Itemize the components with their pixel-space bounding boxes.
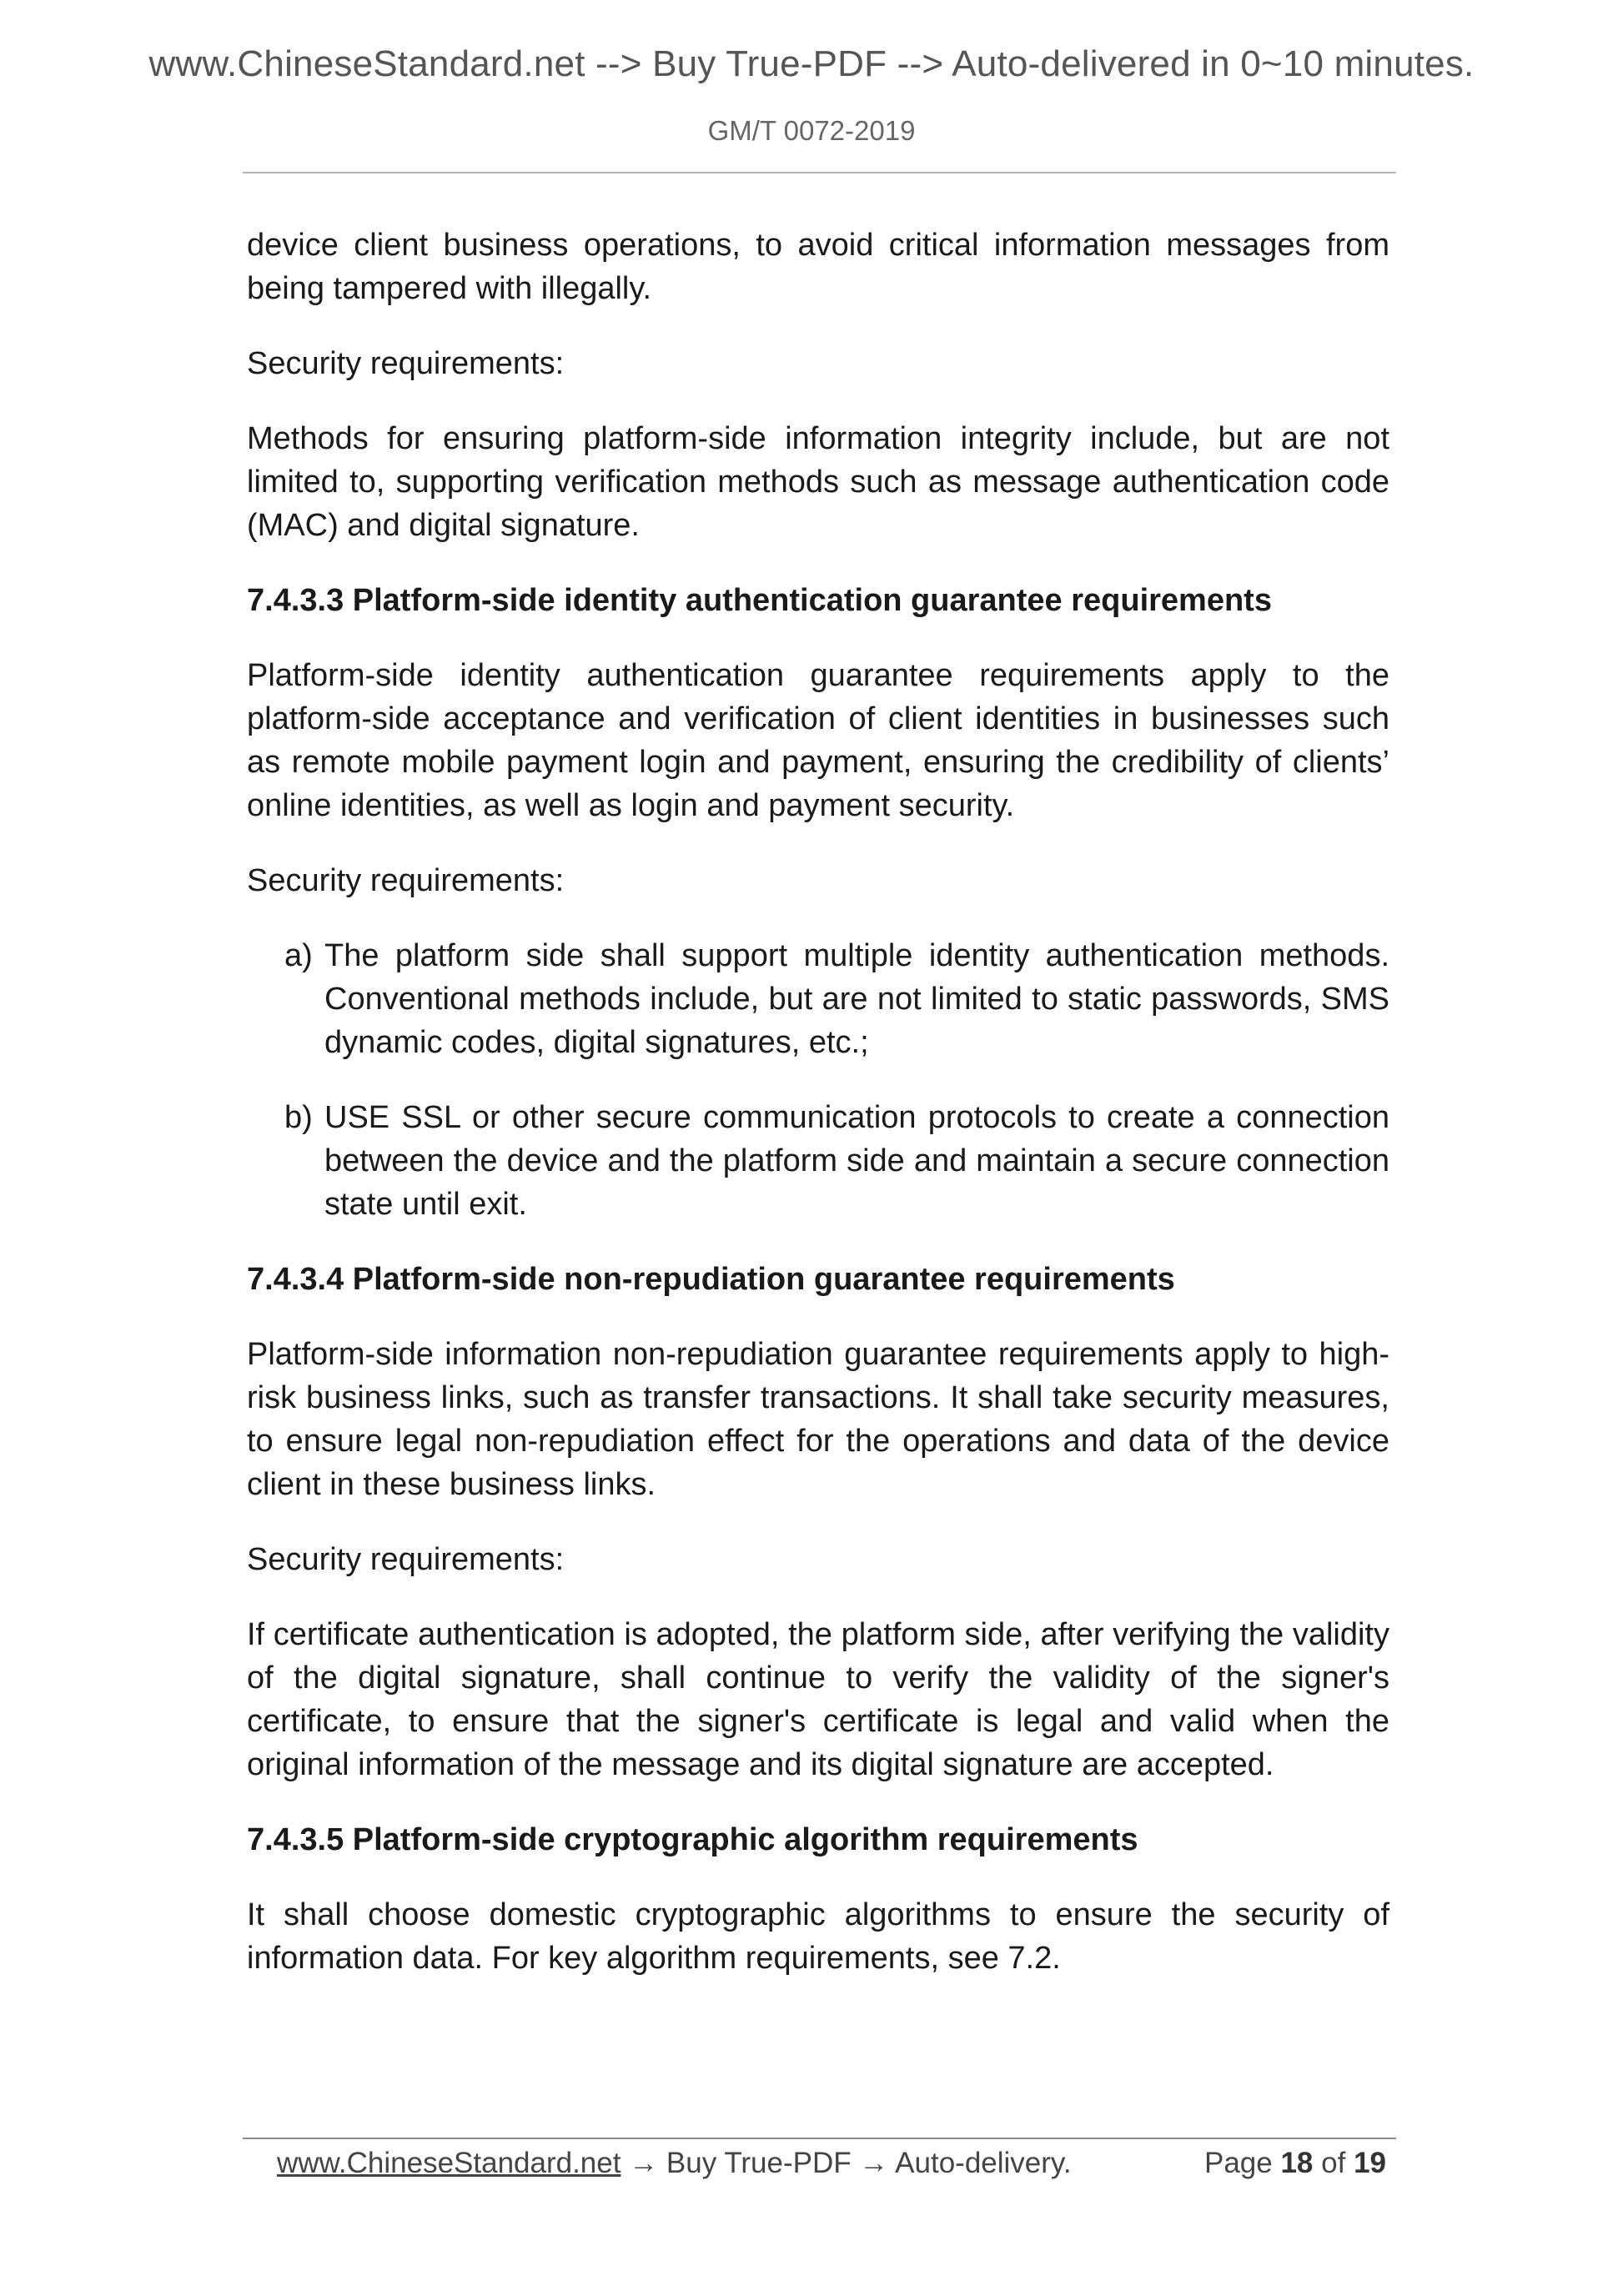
paragraph: Platform-side information non-repudiation guarantee requirements apply to high-risk business links, such as transfer transactions. It shall take security measures, to ensure legal non-repudiation effect for the operations and data of the device client in these business links. <box>247 1337 1389 1502</box>
current-page-number: 18 <box>1280 2147 1314 2179</box>
page-of-label: of <box>1321 2147 1346 2179</box>
footer-left <box>277 2147 1072 2180</box>
list-item <box>247 1096 1389 1226</box>
paragraph: Methods for ensuring platform-side information integrity include, but are not limited to, supporting verification methods such as message authentication code (MAC) and digital signature. <box>247 421 1389 543</box>
paragraph: It shall choose domestic cryptographic algorithms to ensure the security of information data. For key algorithm requirements, see 7.2. <box>247 1897 1389 1976</box>
paragraph: Platform-side identity authentication guarantee requirements apply to the platform-side acceptance and verification of client identities in businesses such as remote mobile payment login and payment, ensuring the credibility of clients’ online identities, as well as login and payment security. <box>247 658 1389 823</box>
total-pages-number: 19 <box>1354 2147 1386 2179</box>
page-indicator <box>1204 2147 1386 2180</box>
paragraph: Security requirements: <box>247 1542 565 1577</box>
paragraph: device client business operations, to avoid critical information messages from being tampered with illegally. <box>247 228 1389 306</box>
page-footer <box>277 2147 1386 2180</box>
list-item-text: USE SSL or other secure communication protocols to create a connection between the device and the platform side and maintain a secure connection state until exit. <box>324 1100 1389 1222</box>
page-label: Page <box>1203 2147 1273 2179</box>
paragraph: Security requirements: <box>247 863 565 898</box>
website-link[interactable]: www.ChineseStandard.net <box>277 2147 621 2179</box>
section-heading-7-4-3-5: 7.4.3.5 Platform-side cryptographic algorithm requirements <box>247 1822 1138 1857</box>
paragraph: Security requirements: <box>247 346 565 381</box>
page-content <box>247 224 1389 2012</box>
list-marker: b) <box>284 1100 313 1135</box>
footer-divider <box>243 2138 1396 2139</box>
list-item <box>247 934 1389 1064</box>
top-banner: www.ChineseStandard.net --> Buy True-PDF --> Auto-delivered in 0~10 minutes. <box>148 43 1475 84</box>
list-marker: a) <box>284 938 313 973</box>
header-divider <box>243 172 1396 173</box>
document-code: GM/T 0072-2019 <box>707 115 916 146</box>
section-heading-7-4-3-4: 7.4.3.4 Platform-side non-repudiation guarantee requirements <box>247 1262 1175 1297</box>
section-heading-7-4-3-3: 7.4.3.3 Platform-side identity authentication guarantee requirements <box>247 583 1272 618</box>
paragraph: If certificate authentication is adopted, the platform side, after verifying the validity of the digital signature, shall continue to verify the validity of the signer's certificate, to ensure that the signer's certificate is legal and valid when the original information of the message and its digital signature are accepted. <box>247 1617 1389 1782</box>
footer-tagline: → Buy True-PDF → Auto-delivery. <box>621 2147 1072 2179</box>
list-item-text: The platform side shall support multiple identity authentication methods. Conventional methods include, but are not limited to static passwords, SMS dynamic codes, digital signatures, etc.; <box>324 938 1389 1060</box>
